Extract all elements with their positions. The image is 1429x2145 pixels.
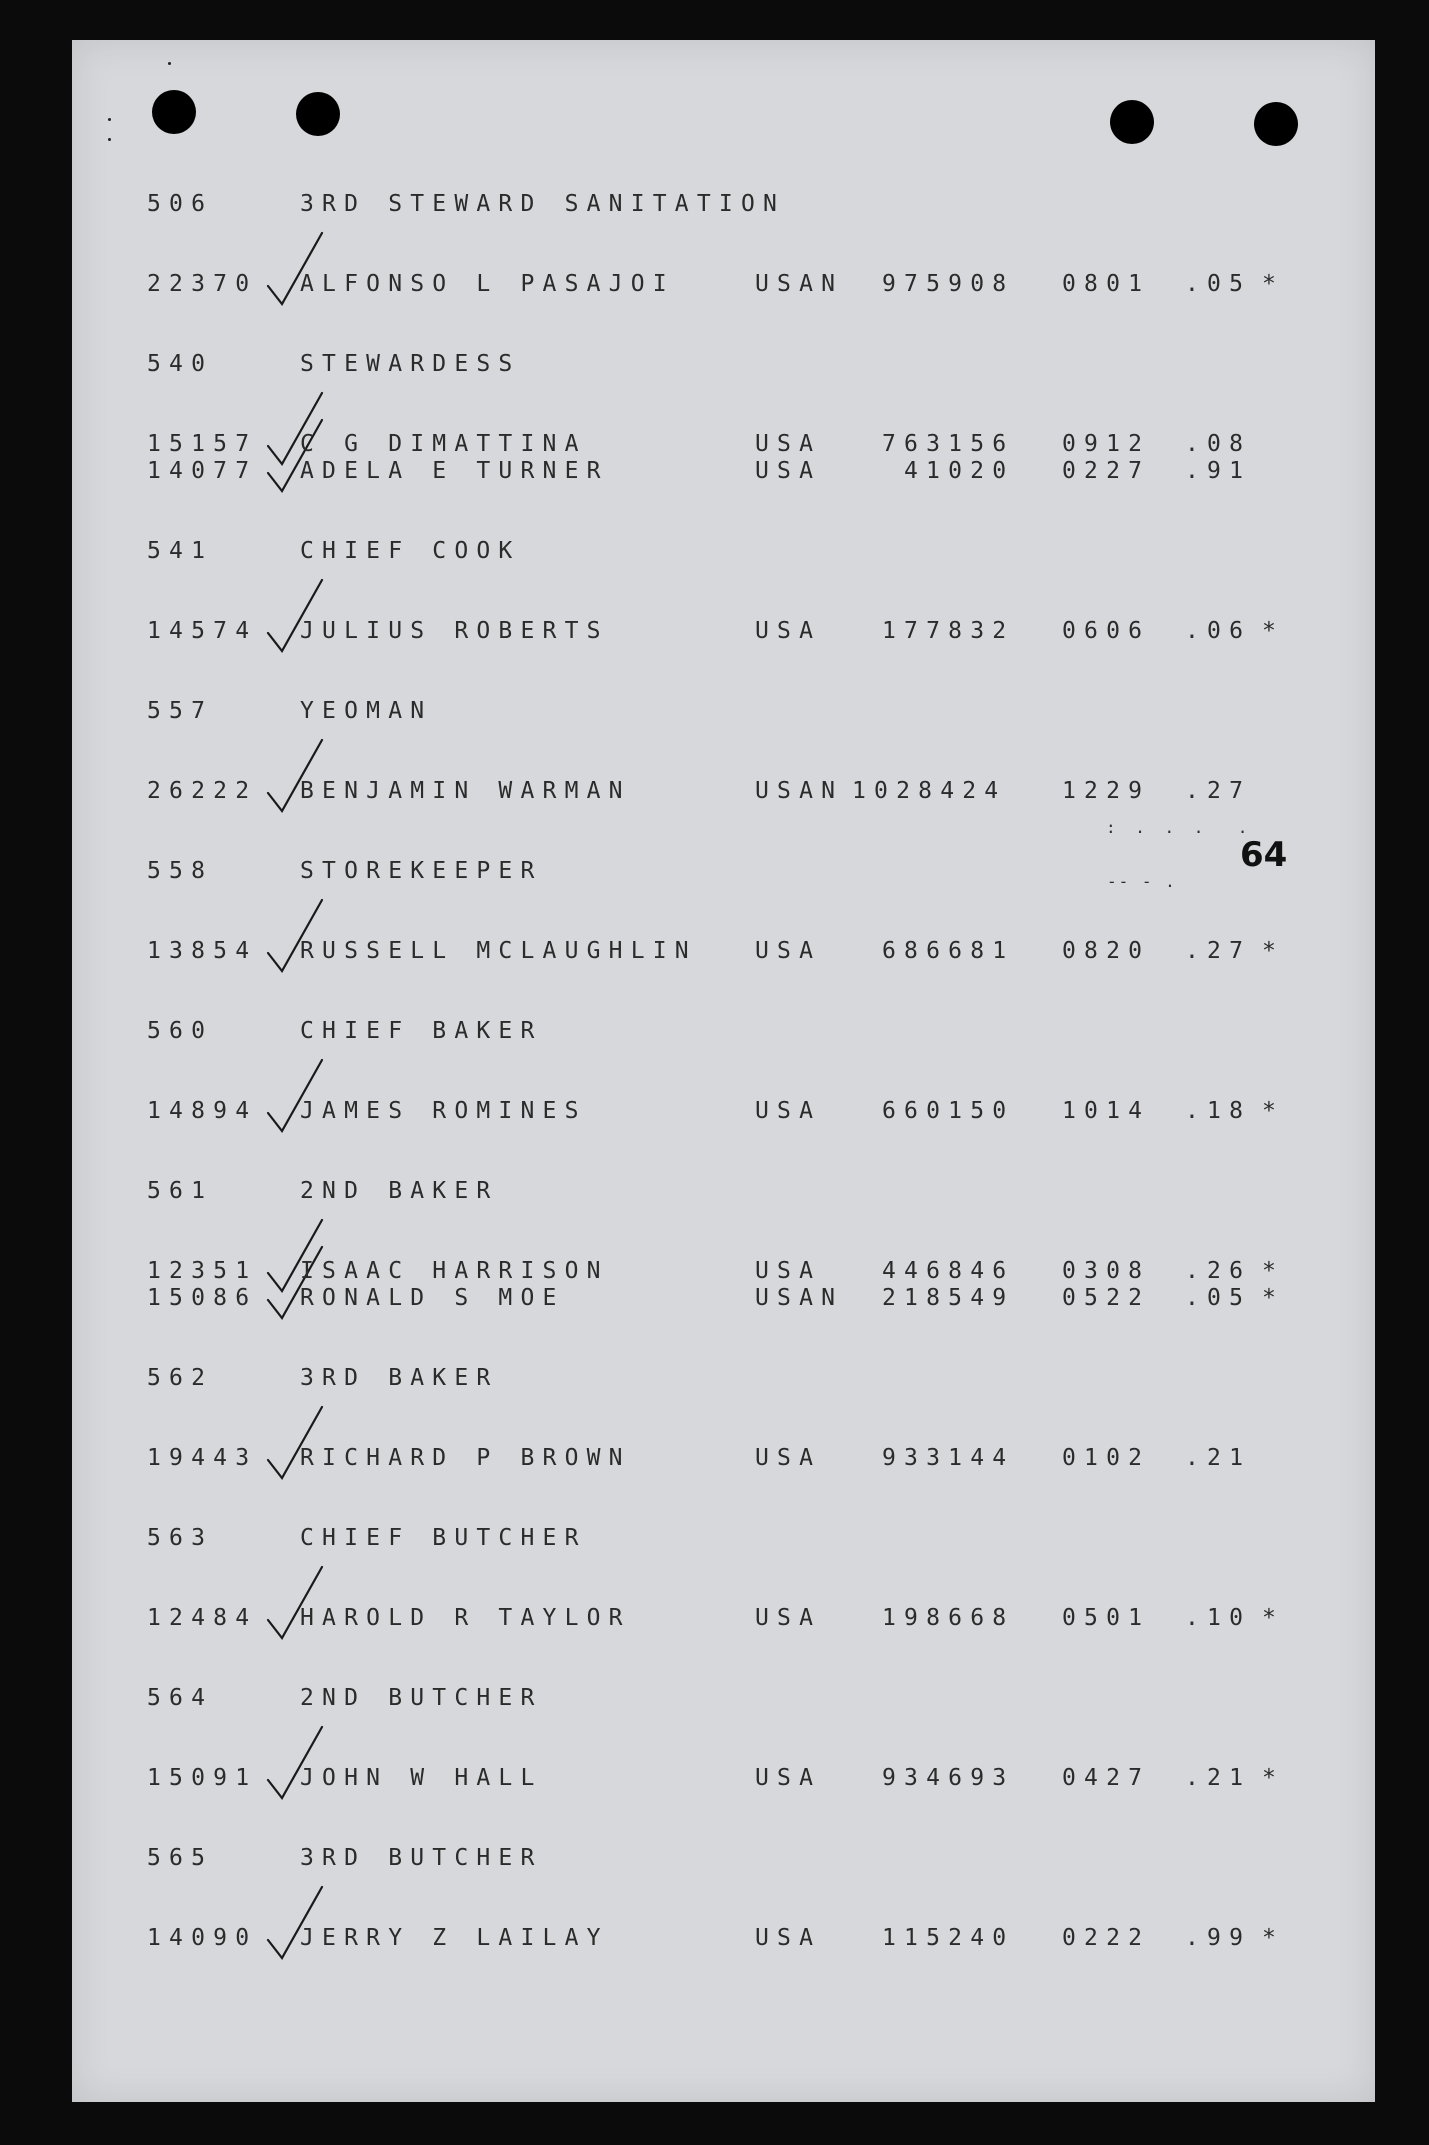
nationality: USA <box>755 1098 822 1124</box>
rating-title: 3RD BAKER <box>300 1365 499 1391</box>
nationality: USA <box>755 458 822 484</box>
rate-value: .05 <box>1185 271 1252 297</box>
nationality: USA <box>755 618 822 644</box>
nationality: USA <box>755 1605 822 1631</box>
asterisk-mark: * <box>1262 1258 1285 1284</box>
document-number: 218549 <box>882 1285 1015 1311</box>
crew-name: JOHN W HALL <box>300 1765 543 1791</box>
rating-title: 2ND BUTCHER <box>300 1685 543 1711</box>
page-number-annotation: 64 <box>1240 835 1288 875</box>
rate-value: .26 <box>1185 1258 1252 1284</box>
date-code: 0606 <box>1062 618 1151 644</box>
asterisk-mark: * <box>1262 1605 1285 1631</box>
entry-number: 14894 <box>147 1098 258 1124</box>
rating-title: STEWARDESS <box>300 351 521 377</box>
rating-code: 506 <box>147 191 214 217</box>
entry-number: 15086 <box>147 1285 258 1311</box>
nationality: USA <box>755 938 822 964</box>
rating-code: 561 <box>147 1178 214 1204</box>
entry-number: 12484 <box>147 1605 258 1631</box>
date-code: 0912 <box>1062 431 1151 457</box>
rating-code: 541 <box>147 538 214 564</box>
rate-value: .27 <box>1185 938 1252 964</box>
document-number: 934693 <box>882 1765 1015 1791</box>
rate-value: .18 <box>1185 1098 1252 1124</box>
asterisk-mark: * <box>1262 1098 1285 1124</box>
document-number: 660150 <box>882 1098 1015 1124</box>
crew-name: ALFONSO L PASAJOI <box>300 271 675 297</box>
rate-value: .21 <box>1185 1765 1252 1791</box>
rating-title: CHIEF BAKER <box>300 1018 543 1044</box>
entry-number: 14574 <box>147 618 258 644</box>
date-code: 0522 <box>1062 1285 1151 1311</box>
rate-value: .91 <box>1185 458 1252 484</box>
rating-code: 565 <box>147 1845 214 1871</box>
nationality: USA <box>755 1445 822 1471</box>
crew-name: BENJAMIN WARMAN <box>300 778 631 804</box>
crew-name: JAMES ROMINES <box>300 1098 587 1124</box>
document-number: 686681 <box>882 938 1015 964</box>
nationality: USA <box>755 1925 822 1951</box>
date-code: 0102 <box>1062 1445 1151 1471</box>
rating-title: 3RD BUTCHER <box>300 1845 543 1871</box>
entry-number: 15157 <box>147 431 258 457</box>
rating-title: 2ND BAKER <box>300 1178 499 1204</box>
handwritten-check-marks <box>72 40 1375 2102</box>
entry-number: 15091 <box>147 1765 258 1791</box>
entry-number: 14090 <box>147 1925 258 1951</box>
rate-value: .08 <box>1185 431 1252 457</box>
crew-name: ISAAC HARRISON <box>300 1258 609 1284</box>
rating-title: STOREKEEPER <box>300 858 543 884</box>
date-code: 1014 <box>1062 1098 1151 1124</box>
document-number: 975908 <box>882 271 1015 297</box>
asterisk-mark: * <box>1262 1765 1285 1791</box>
asterisk-mark: * <box>1262 1925 1285 1951</box>
rating-code: 540 <box>147 351 214 377</box>
crew-name: JULIUS ROBERTS <box>300 618 609 644</box>
rating-code: 564 <box>147 1685 214 1711</box>
date-code: 0820 <box>1062 938 1151 964</box>
asterisk-mark: * <box>1262 1285 1285 1311</box>
crew-name: HAROLD R TAYLOR <box>300 1605 631 1631</box>
crew-name: ADELA E TURNER <box>300 458 609 484</box>
rating-code: 558 <box>147 858 214 884</box>
rate-value: .05 <box>1185 1285 1252 1311</box>
rating-code: 560 <box>147 1018 214 1044</box>
pencil-dots: : . . . . <box>1106 818 1253 837</box>
document-number: 763156 <box>882 431 1015 457</box>
entry-number: 12351 <box>147 1258 258 1284</box>
crew-name: JERRY Z LAILAY <box>300 1925 609 1951</box>
document-number: 198668 <box>882 1605 1015 1631</box>
rating-code: 562 <box>147 1365 214 1391</box>
rate-value: .27 <box>1185 778 1252 804</box>
entry-number: 22370 <box>147 271 258 297</box>
entry-number: 19443 <box>147 1445 258 1471</box>
nationality: USAN <box>755 778 844 804</box>
entry-number: 14077 <box>147 458 258 484</box>
date-code: 0427 <box>1062 1765 1151 1791</box>
nationality: USAN <box>755 1285 844 1311</box>
rating-code: 563 <box>147 1525 214 1551</box>
date-code: 0308 <box>1062 1258 1151 1284</box>
rating-title: 3RD STEWARD SANITATION <box>300 191 786 217</box>
rate-value: .21 <box>1185 1445 1252 1471</box>
crew-name: C G DIMATTINA <box>300 431 587 457</box>
crew-name: RONALD S MOE <box>300 1285 565 1311</box>
crew-name: RUSSELL MCLAUGHLIN <box>300 938 697 964</box>
nationality: USA <box>755 1258 822 1284</box>
document-number: 115240 <box>882 1925 1015 1951</box>
document-number: 446846 <box>882 1258 1015 1284</box>
rating-title: CHIEF BUTCHER <box>300 1525 587 1551</box>
asterisk-mark: * <box>1262 618 1285 644</box>
rating-title: YEOMAN <box>300 698 433 724</box>
rate-value: .10 <box>1185 1605 1252 1631</box>
nationality: USAN <box>755 271 844 297</box>
asterisk-mark: * <box>1262 938 1285 964</box>
nationality: USA <box>755 1765 822 1791</box>
document-number: 177832 <box>882 618 1015 644</box>
asterisk-mark: * <box>1262 271 1285 297</box>
entry-number: 13854 <box>147 938 258 964</box>
rate-value: .06 <box>1185 618 1252 644</box>
date-code: 0501 <box>1062 1605 1151 1631</box>
nationality: USA <box>755 431 822 457</box>
rating-code: 557 <box>147 698 214 724</box>
document-number: 1028424 <box>852 778 1007 804</box>
date-code: 0227 <box>1062 458 1151 484</box>
rate-value: .99 <box>1185 1925 1252 1951</box>
crew-name: RICHARD P BROWN <box>300 1445 631 1471</box>
document-number: 41020 <box>904 458 1015 484</box>
document-number: 933144 <box>882 1445 1015 1471</box>
document-page <box>72 40 1375 2102</box>
entry-number: 26222 <box>147 778 258 804</box>
pencil-dashes: -- - . <box>1107 872 1177 891</box>
date-code: 0801 <box>1062 271 1151 297</box>
date-code: 0222 <box>1062 1925 1151 1951</box>
date-code: 1229 <box>1062 778 1151 804</box>
rating-title: CHIEF COOK <box>300 538 521 564</box>
